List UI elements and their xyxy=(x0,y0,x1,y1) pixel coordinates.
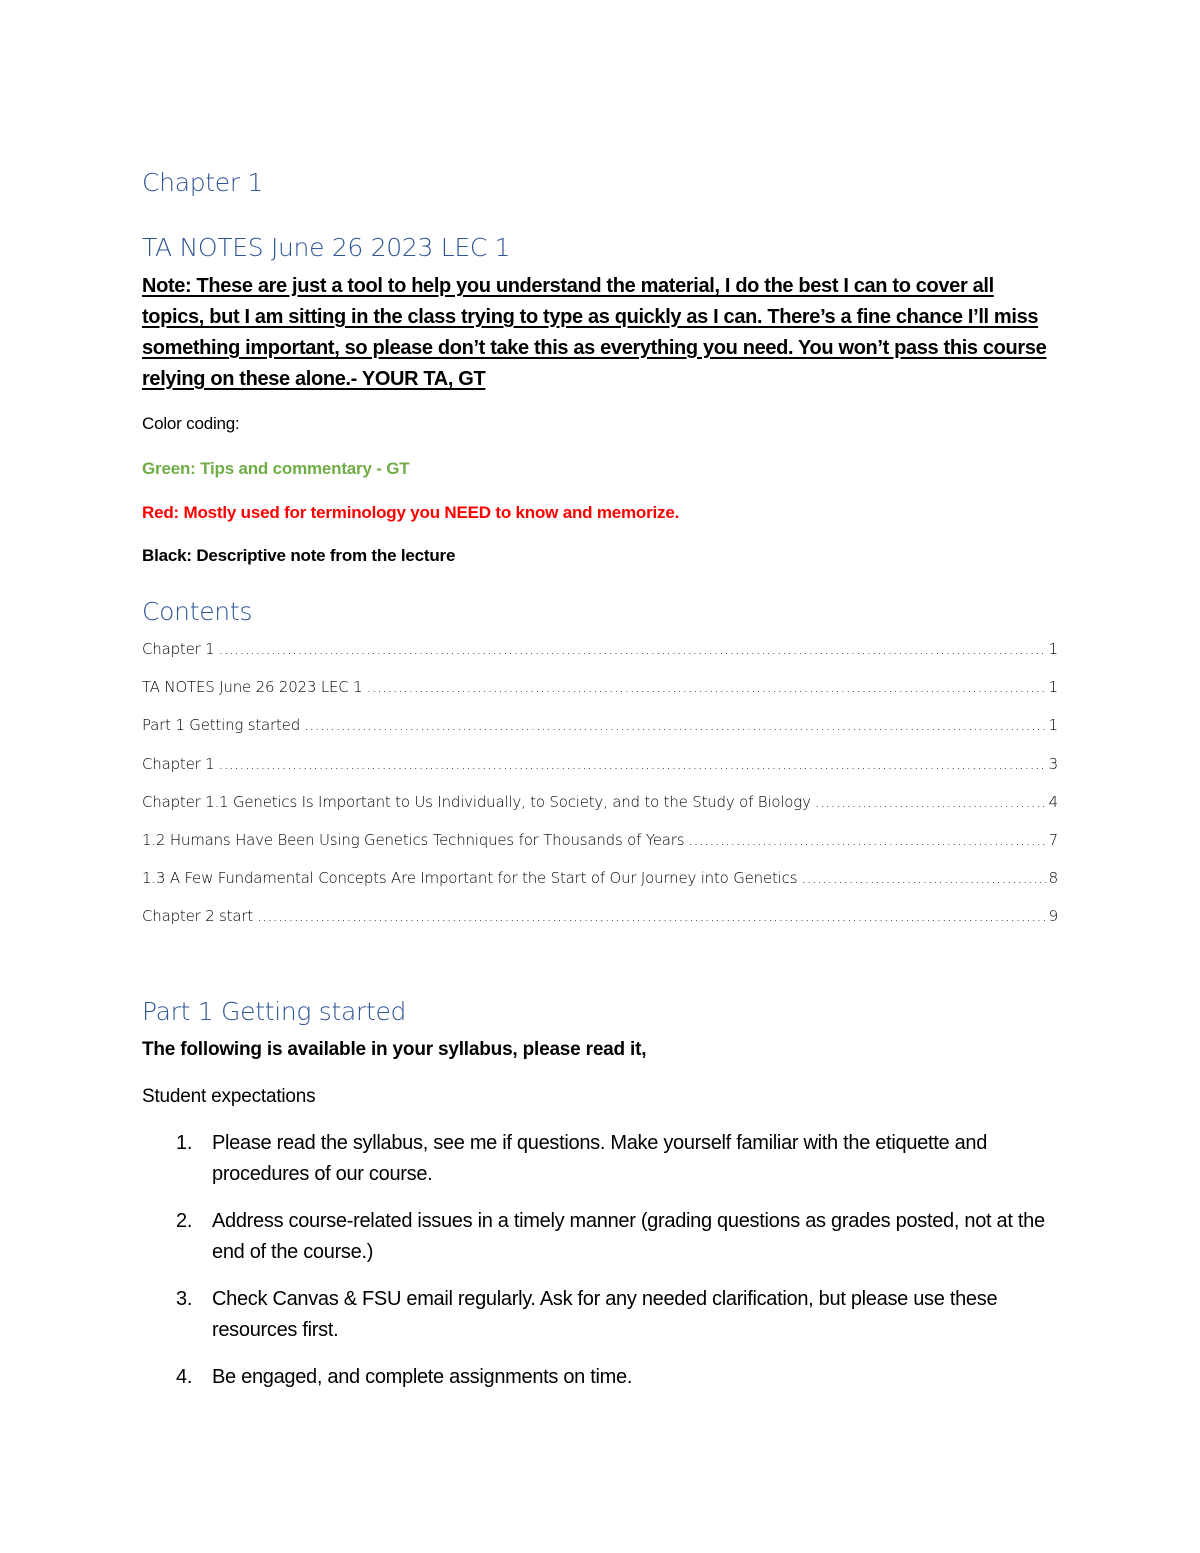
list-item xyxy=(142,1128,1058,1190)
list-item xyxy=(142,1206,1058,1268)
list-item-text: Check Canvas & FSU email regularly. Ask for any needed clarification, but please use these resources first. xyxy=(212,1288,998,1341)
color-coding-red: Red: Mostly used for terminology you NEED to know and memorize. xyxy=(142,503,680,522)
toc-leader-dots xyxy=(218,755,1046,773)
heading-ta-notes: TA NOTES June 26 2023 LEC 1 xyxy=(142,233,511,262)
toc-leader-dots xyxy=(257,907,1047,925)
list-item-number: 4. xyxy=(176,1366,193,1388)
heading-part-1: Part 1 Getting started xyxy=(142,997,407,1026)
toc-leader-dots xyxy=(218,640,1046,658)
document-page xyxy=(142,0,1062,1553)
toc-entry-page: 7 xyxy=(1048,831,1058,849)
toc-entry-title: 1.2 Humans Have Been Using Genetics Techniques for Thousands of Years xyxy=(142,831,685,849)
toc-leader-dots xyxy=(304,716,1047,734)
toc-leader-dots xyxy=(688,831,1046,849)
toc-entry-title: 1.3 A Few Fundamental Concepts Are Important for the Start of Our Journey into Genetics xyxy=(142,869,798,887)
heading-chapter-1: Chapter 1 xyxy=(142,168,264,197)
color-coding-label: Color coding: xyxy=(142,414,240,433)
toc-entry[interactable] xyxy=(142,869,1058,891)
toc-entry[interactable] xyxy=(142,678,1058,700)
list-item-text: Please read the syllabus, see me if questions. Make yourself familiar with the etiquette and procedures of our course. xyxy=(212,1132,988,1185)
toc-entry[interactable] xyxy=(142,793,1058,815)
student-expectations-label: Student expectations xyxy=(142,1086,316,1107)
toc-entry-page: 1 xyxy=(1048,716,1058,734)
disclaimer-note: Note: These are just a tool to help you understand the material, I do the best I can to cover all topics, but I am sitting in the class trying to type as quickly as I can. There’s a fine chance I’ll miss something important, so please don’t take this as everything you need. You won’t pass this course relying on these alone.- YOUR TA, GT xyxy=(142,275,1047,390)
toc-entry-title: Part 1 Getting started xyxy=(142,716,301,734)
toc-entry-page: 4 xyxy=(1048,793,1058,811)
toc-entry-title: Chapter 1 xyxy=(142,640,215,658)
syllabus-intro: The following is available in your syllabus, please read it, xyxy=(142,1039,647,1060)
toc-leader-dots xyxy=(801,869,1046,887)
toc-leader-dots xyxy=(815,793,1047,811)
toc-entry-title: Chapter 2 start xyxy=(142,907,253,925)
list-item xyxy=(142,1362,1058,1393)
heading-contents: Contents xyxy=(142,597,253,626)
list-item-number: 1. xyxy=(176,1132,193,1154)
toc-entry-page: 8 xyxy=(1048,869,1058,887)
toc-entry[interactable] xyxy=(142,907,1058,929)
list-item-number: 2. xyxy=(176,1210,193,1232)
list-item-text: Address course-related issues in a timely manner (grading questions as grades posted, not at the end of the course.) xyxy=(212,1210,1045,1263)
toc-entry-title: TA NOTES June 26 2023 LEC 1 xyxy=(142,678,363,696)
list-item-text: Be engaged, and complete assignments on time. xyxy=(212,1366,633,1388)
toc-entry-page: 9 xyxy=(1048,907,1058,925)
toc-entry-title: Chapter 1 xyxy=(142,755,215,773)
toc-entry[interactable] xyxy=(142,716,1058,738)
toc-entry-title: Chapter 1.1 Genetics Is Important to Us Individually, to Society, and to the Study of Biology xyxy=(142,793,811,811)
toc-entry[interactable] xyxy=(142,640,1058,662)
toc-entry-page: 1 xyxy=(1048,640,1058,658)
toc-entry-page: 1 xyxy=(1048,678,1058,696)
list-item xyxy=(142,1284,1058,1346)
toc-entry[interactable] xyxy=(142,831,1058,853)
toc-entry[interactable] xyxy=(142,755,1058,777)
toc-leader-dots xyxy=(366,678,1046,696)
color-coding-green: Green: Tips and commentary - GT xyxy=(142,459,410,478)
color-coding-black: Black: Descriptive note from the lecture xyxy=(142,546,456,565)
list-item-number: 3. xyxy=(176,1288,193,1310)
toc-entry-page: 3 xyxy=(1048,755,1058,773)
